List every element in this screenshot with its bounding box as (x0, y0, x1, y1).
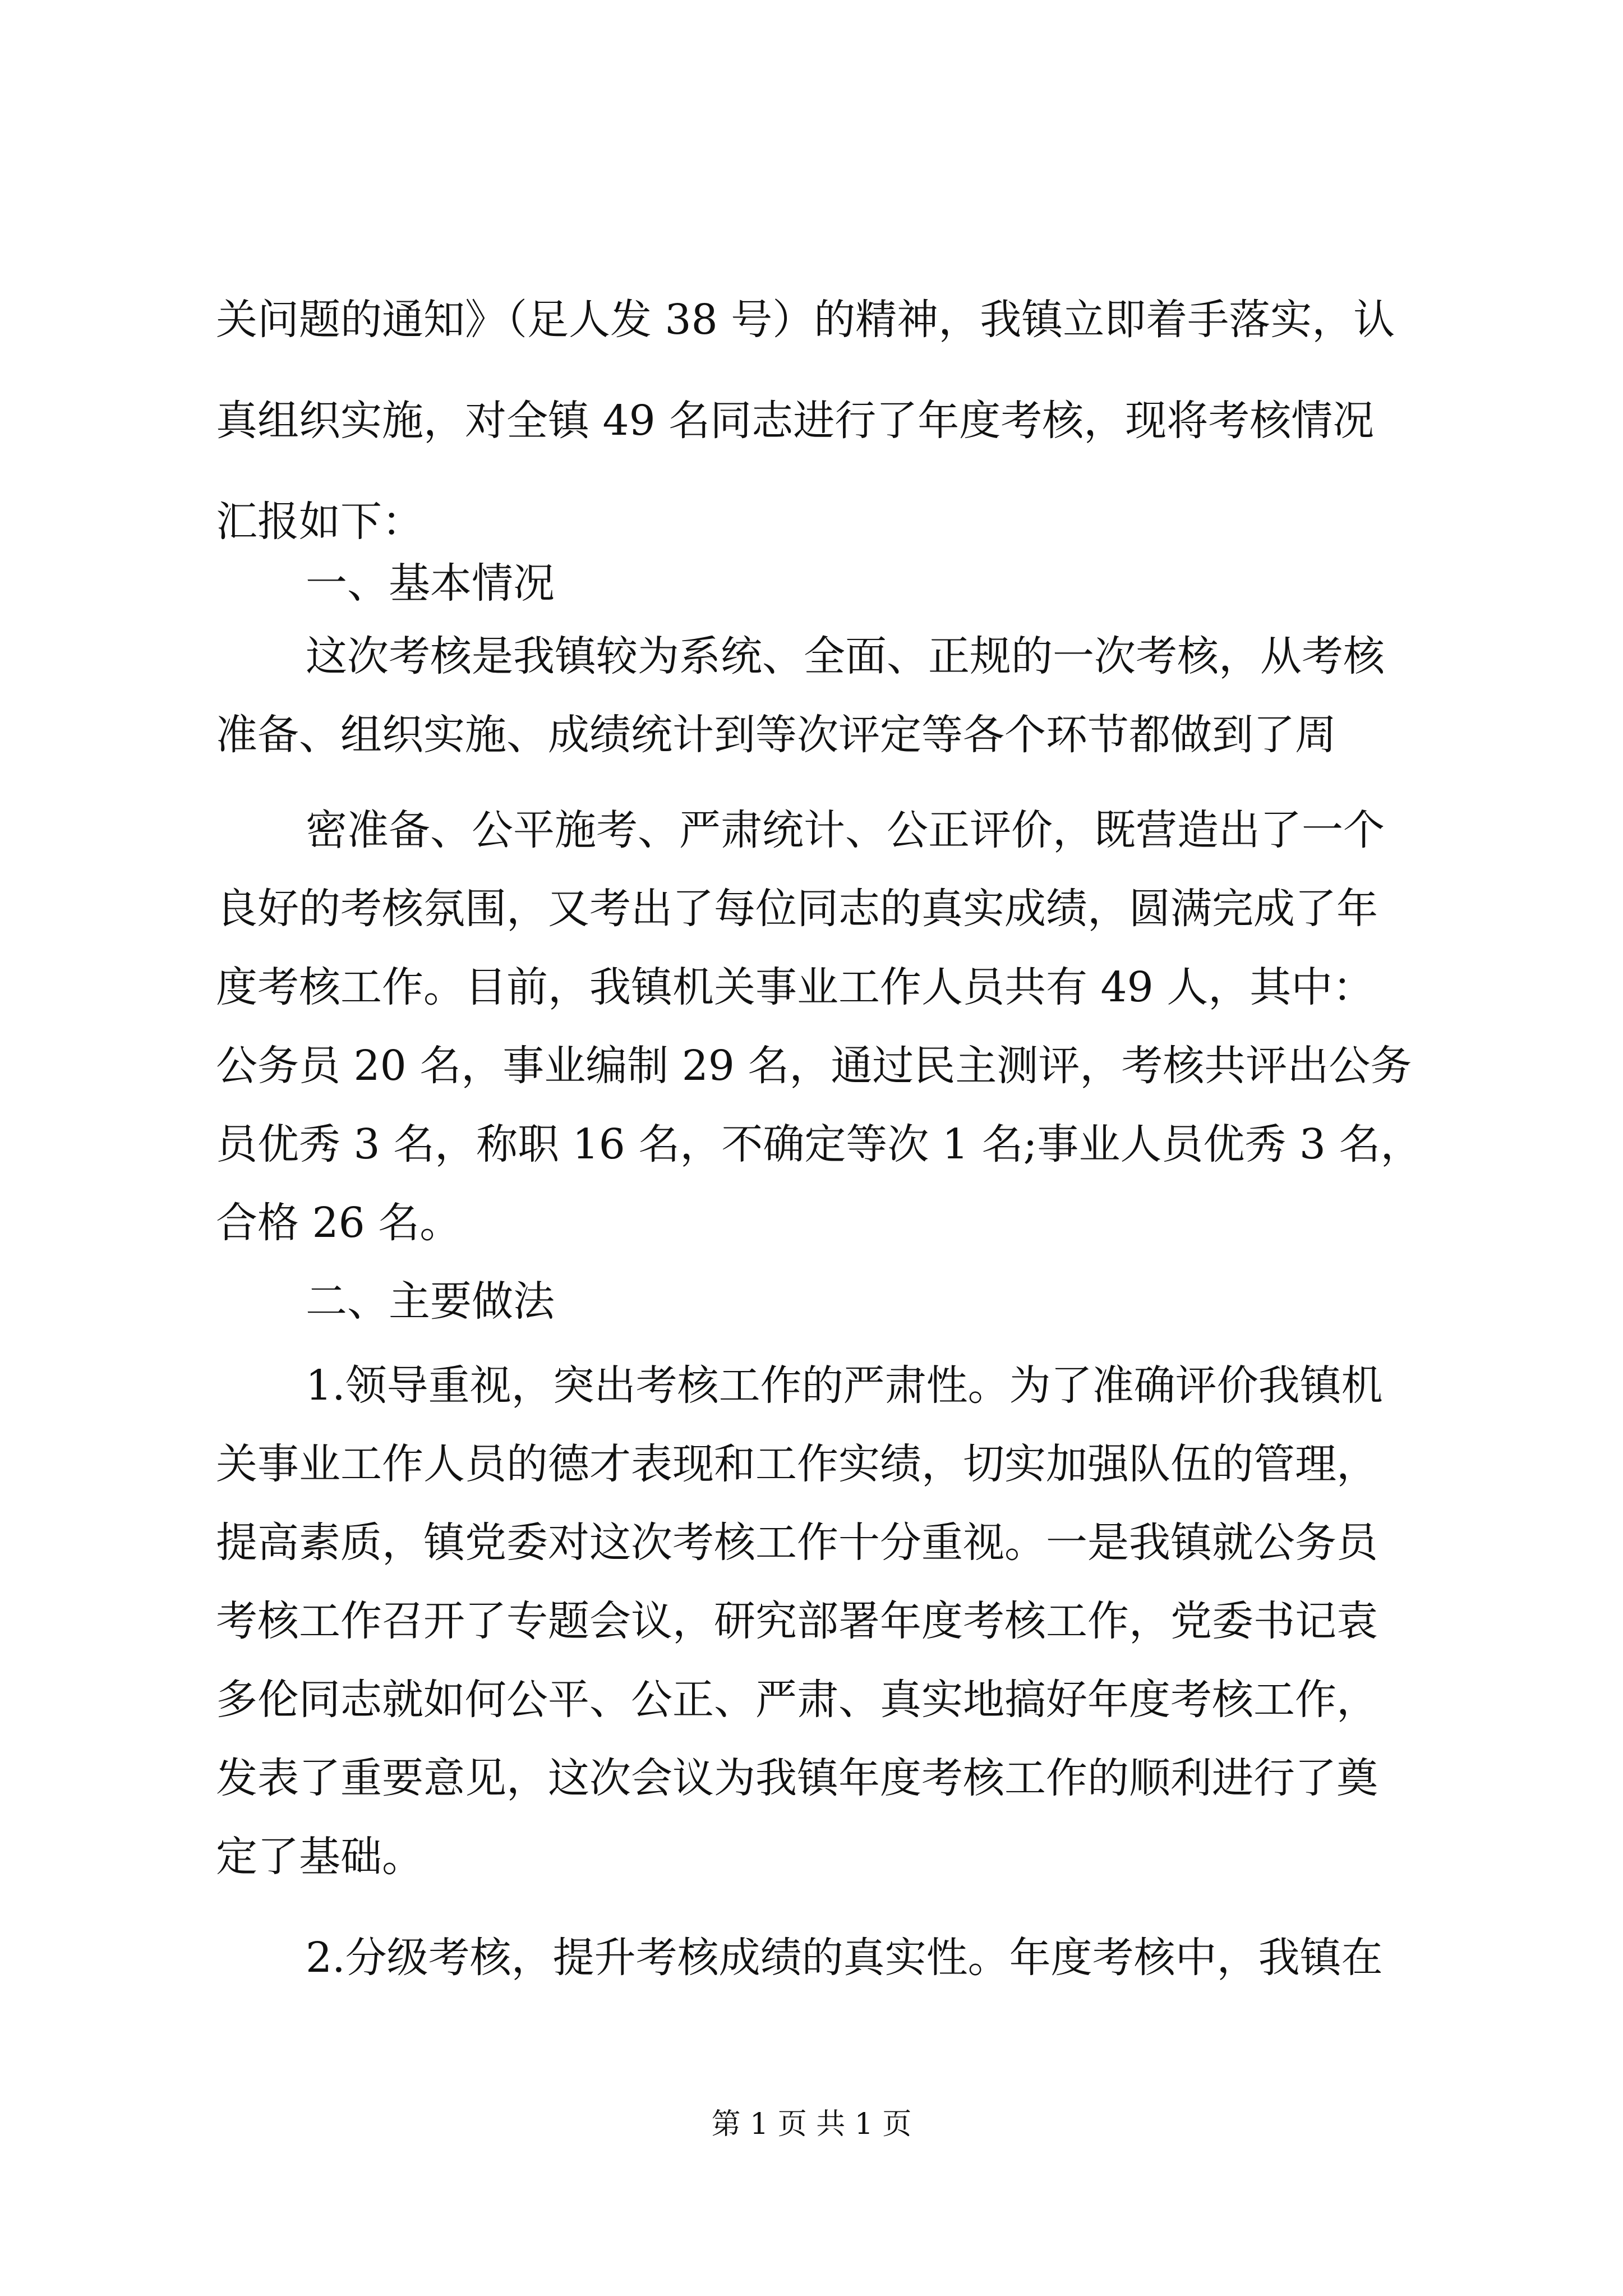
text-line: 关事业工作人员的德才表现和工作实绩，切实加强队伍的管理， (216, 1440, 1378, 1488)
text-line: 密准备、公平施考、严肃统计、公正评价，既营造出了一个 (306, 806, 1385, 854)
text-line: 多伦同志就如何公平、公正、严肃、真实地搞好年度考核工作， (216, 1676, 1378, 1724)
text-line: 考核工作召开了专题会议，研究部署年度考核工作，党委书记袁 (216, 1597, 1378, 1645)
text-line: 合格 26 名。 (216, 1199, 462, 1247)
text-line: 关问题的通知》（足人发 38 号）的精神，我镇立即着手落实，认 (216, 296, 1395, 344)
text-line: 员优秀 3 名，称职 16 名，不确定等次 1 名;事业人员优秀 3 名， (216, 1120, 1422, 1168)
text-line: 这次考核是我镇较为系统、全面、正规的一次考核，从考核 (306, 632, 1385, 680)
text-line: 提高素质，镇党委对这次考核工作十分重视。一是我镇就公务员 (216, 1519, 1378, 1567)
section-heading: 二、主要做法 (306, 1277, 555, 1326)
page-footer: 第 1 页 共 1 页 (711, 2108, 912, 2141)
text-line: 汇报如下： (216, 498, 423, 546)
text-line: 1.领导重视，突出考核工作的严肃性。为了准确评价我镇机 (306, 1361, 1383, 1410)
text-line: 真组织实施，对全镇 49 名同志进行了年度考核，现将考核情况 (216, 397, 1375, 445)
text-line: 公务员 20 名，事业编制 29 名，通过民主测评，考核共评出公务 (216, 1042, 1412, 1090)
text-line: 良好的考核氛围，又考出了每位同志的真实成绩，圆满完成了年 (216, 885, 1378, 933)
section-heading: 一、基本情况 (306, 559, 555, 608)
text-line: 度考核工作。目前，我镇机关事业工作人员共有 49 人，其中： (216, 963, 1375, 1011)
text-line: 2.分级考核，提升考核成绩的真实性。年度考核中，我镇在 (306, 1934, 1383, 1982)
text-line: 定了基础。 (216, 1833, 423, 1881)
text-line: 发表了重要意见，这次会议为我镇年度考核工作的顺利进行了奠 (216, 1754, 1378, 1802)
text-line: 准备、组织实施、成绩统计到等次评定等各个环节都做到了周 (216, 711, 1336, 759)
